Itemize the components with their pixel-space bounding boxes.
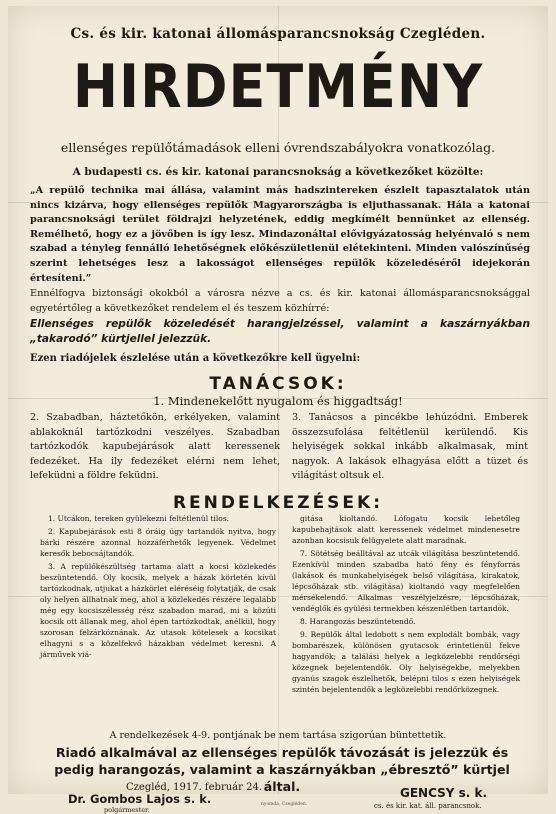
regulation-item: 2. Kapubejárások esti 8 óráig úgy tartandók nyitva, hogy bárki részére azonnal hozzáférhetők legyenek. Védelmet keresők bebocsájtandók.: [40, 527, 276, 558]
page-title: HIRDETMÉNY: [72, 51, 484, 122]
poster-sheet: [8, 6, 548, 814]
penalty-line: A rendelkezések 4-9. pontjának be nem tartása szigorúan büntettetik.: [109, 730, 447, 741]
regulations-title: RENDELKEZÉSEK:: [172, 493, 384, 513]
regulations-right-column: [292, 513, 520, 697]
regulation-item: 3. A repülőkészültség tartama alatt a kocsi közlekedés beszüntetendő. Oly kocsik, melyek a házak körletén kívül tartózkodnak, utjukat a házkörlet eléréséig folytatják, de csak oly helyen állhatnak meg, ahol a közlekedés részére legalább még egy kocsiszélesség rész szabadon marad, mi a közúti kocsik ott állanak meg, ahol épen tartózkodtak, anélkül, hogy szorosan felzárkóznának. Az utasok kötelesek a kocsikat elhagyni s a közelfekvő házakban védelmet keresni. A járművek viá-: [40, 562, 276, 659]
regulation-item: gitása kioltandó. Lófogatu kocsik lehetőleg kapubehajtások alatt keressenek védelmet mindenesetre azonban kocsisuk felügyelete alatt maradnak.: [292, 514, 520, 545]
commander-title: cs. és kir. kat. áll. parancsnok.: [374, 802, 482, 810]
regulation-item: 1. Utcákon, tereken gyülekezni feltétlenül tilos.: [48, 514, 230, 523]
subtitle: ellenséges repülőtámadások elleni óvrendszabályokra vonatkozólag.: [60, 140, 496, 155]
regulations-left-column: [40, 513, 276, 662]
after-signal-line: Ezen riadójelek észlelése után a következőkre kell ügyelni:: [30, 353, 361, 364]
mayor-title: polgármester.: [104, 806, 150, 814]
signal-emphasis: Ellenséges repülők közeledését harangjelzéssel, valamint a kaszárnyákban „takarodó” kürtjellel jelezzük.: [30, 318, 530, 345]
date-line: Czegléd, 1917. február 24.: [126, 782, 262, 793]
intro-line: A budapesti cs. és kir. katonai parancsnokság a következőket közölte:: [72, 166, 484, 178]
mayor-signature: Dr. Gombos Lajos s. k.: [68, 792, 212, 806]
quoted-announcement: „A repülő technika mai állása, valamint más hadszintereken észlelt tapasztalatok után nincs kizárva, hogy ellenséges repülők Magyarországba is eljuthassanak. Hála a katonai parancsnoksági terület földrajzi helyzetének, eddig megkímélt bennünket az ellenség. Remélhető, hogy ez a jövőben is így lesz. Mindazonáltal elővigyázatosság helyénvaló s nem szabad a tényleg fennálló lehetőségnek előkészületlenül elétekinteni. Minden valószínűség szerint lehetséges lesz a lakosságot ellenséges repülők közeledéséről idejekorán értesíteni.”: [30, 185, 530, 284]
advice-title: TANÁCSOK:: [209, 374, 347, 394]
regulation-item: 7. Sötétség beálltával az utcák világítása beszüntetendő. Ezenkívül minden szabadba ható fény és fényforrás (lakások és munkahelyiségek belső világítása, kirakatok, lépcsőházak stb. világítása) kioltandó vagy megfelelően mérsékelendő. Alkalmas veszélyjelzésre, lépcsőházak, vendéglők és gyülési termekben készenlétben tartandók.: [292, 549, 520, 613]
advice-left-column: 2. Szabadban, háztetőkön, erkélyeken, valamint ablakoknál tartózkodni veszélyes. Szabadban tartózkodók kapubejárások alatt keressenek fedezéket. Ha ily fedezéket elérni nem lehet, lefeküdni a földre feküdni.: [30, 412, 280, 482]
regulation-item: 9. Repülők által ledobott s nem explodált bombák, vagy bombarészek, különösen gyutacsok érintetlenül fekve hagyandók; a találási helyek a legközelebbi rendőrségi közegnek bejelentendők. Oly helyiségekbe, melyekben gyanús szagok észlelhetők, belépni tilos s ezen helyiségek szintén bejelentendők a legközelebbi rendőrközegnek.: [292, 630, 520, 694]
commander-signature: GENCSY s. k.: [400, 786, 488, 800]
advice-first: 1. Mindenekelőtt nyugalom és higgadtság!: [153, 394, 403, 408]
decree-paragraph: Ennélfogva biztonsági okokból a városra nézve a cs. és kir. katonai állomásparancsnoksággal egyetértőleg a következőket rendelem el és teszem közhírré:: [30, 288, 530, 314]
regulation-item: 8. Harangozás beszüntetendő.: [300, 617, 416, 626]
issuer-header: Cs. és kir. katonai állomásparancsnokság Czegléden.: [70, 26, 486, 42]
advice-right-column: 3. Tanácsos a pincékbe lehúzódni. Emberek összezsufolása feltétlenül kerülendő. Kis helyiségek sokkal inkább alkalmasak, mint nagyok. A lakások elhagyása előtt a tüzet és világítást oltsuk el.: [292, 412, 528, 482]
printer-imprint: nyomda, Czegléden.: [261, 802, 308, 807]
all-clear-notice: Riadó alkalmával az ellenséges repülők távozását is jelezzük és pedig harangozás, valamint a kaszárnyákban „ébresztő” kürtjel által.: [54, 745, 510, 794]
